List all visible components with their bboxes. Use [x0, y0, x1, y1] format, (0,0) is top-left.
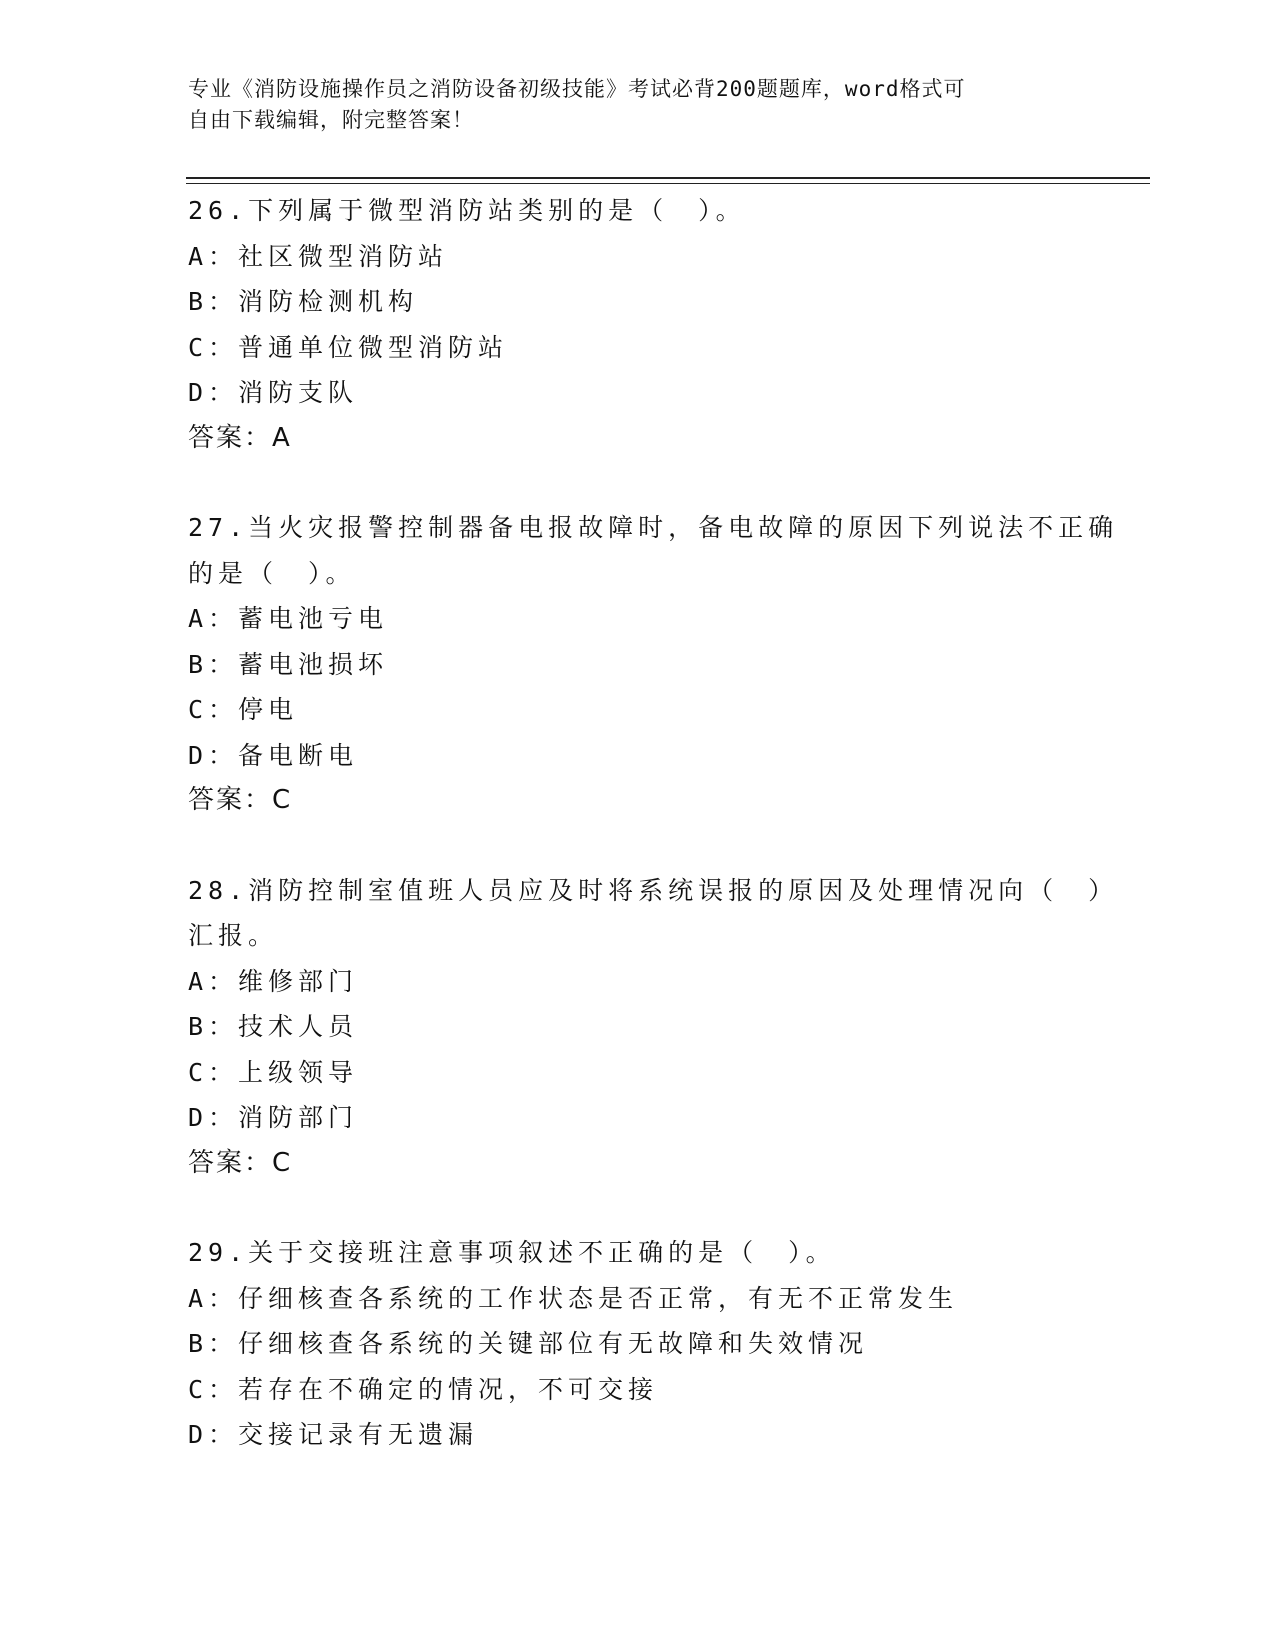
header-line-2: 自由下载编辑，附完整答案！: [188, 108, 474, 132]
option-b: B：蓄电池损坏: [188, 649, 389, 679]
option-a: A：维修部门: [188, 966, 359, 996]
question-stem: 27.当火灾报警控制器备电报故障时，备电故障的原因下列说法不正确: [188, 513, 1119, 542]
answer-label: 答案：C: [188, 785, 293, 815]
option-b: B：消防检测机构: [188, 287, 419, 316]
option-c: C：上级领导: [188, 1057, 359, 1087]
question-list: [188, 188, 1119, 1502]
option-a: A：社区微型消防站: [188, 241, 449, 271]
option-b: B：技术人员: [188, 1012, 359, 1041]
answer-label: 答案：A: [188, 422, 292, 453]
question-stem: 26.下列属于微型消防站类别的是（ ）。: [188, 196, 746, 225]
question-27: [188, 505, 1119, 824]
option-b: B：仔细核查各系统的关键部位有无故障和失效情况: [188, 1329, 869, 1358]
question-29: [188, 1230, 1088, 1458]
header-line-1: 专业《消防设施操作员之消防设备初级技能》考试必背200题题库，word格式可: [188, 77, 966, 101]
option-c: C：普通单位微型消防站: [188, 332, 509, 362]
answer-label: 答案：C: [188, 1147, 293, 1178]
option-a: A：蓄电池亏电: [188, 604, 389, 633]
question-stem-continued: 汇报。: [188, 921, 279, 950]
question-stem: 28.消防控制室值班人员应及时将系统误报的原因及处理情况向（ ）: [188, 875, 1119, 905]
option-d: D：消防部门: [188, 1103, 359, 1132]
option-d: D：交接记录有无遗漏: [188, 1420, 479, 1449]
question-stem: 29.关于交接班注意事项叙述不正确的是（ ）。: [188, 1238, 836, 1267]
question-stem-continued: 的是（ ）。: [188, 558, 356, 588]
question-26: [188, 188, 1088, 461]
document-header: [188, 74, 1068, 136]
option-d: D：消防支队: [188, 378, 359, 407]
header-rule-thick: [186, 177, 1150, 179]
option-d: D：备电断电: [188, 740, 359, 770]
question-28: [188, 868, 1119, 1187]
option-a: A：仔细核查各系统的工作状态是否正常，有无不正常发生: [188, 1283, 959, 1313]
option-c: C：若存在不确定的情况，不可交接: [188, 1374, 659, 1404]
option-c: C：停电: [188, 695, 299, 724]
header-rule-thin: [186, 183, 1150, 184]
